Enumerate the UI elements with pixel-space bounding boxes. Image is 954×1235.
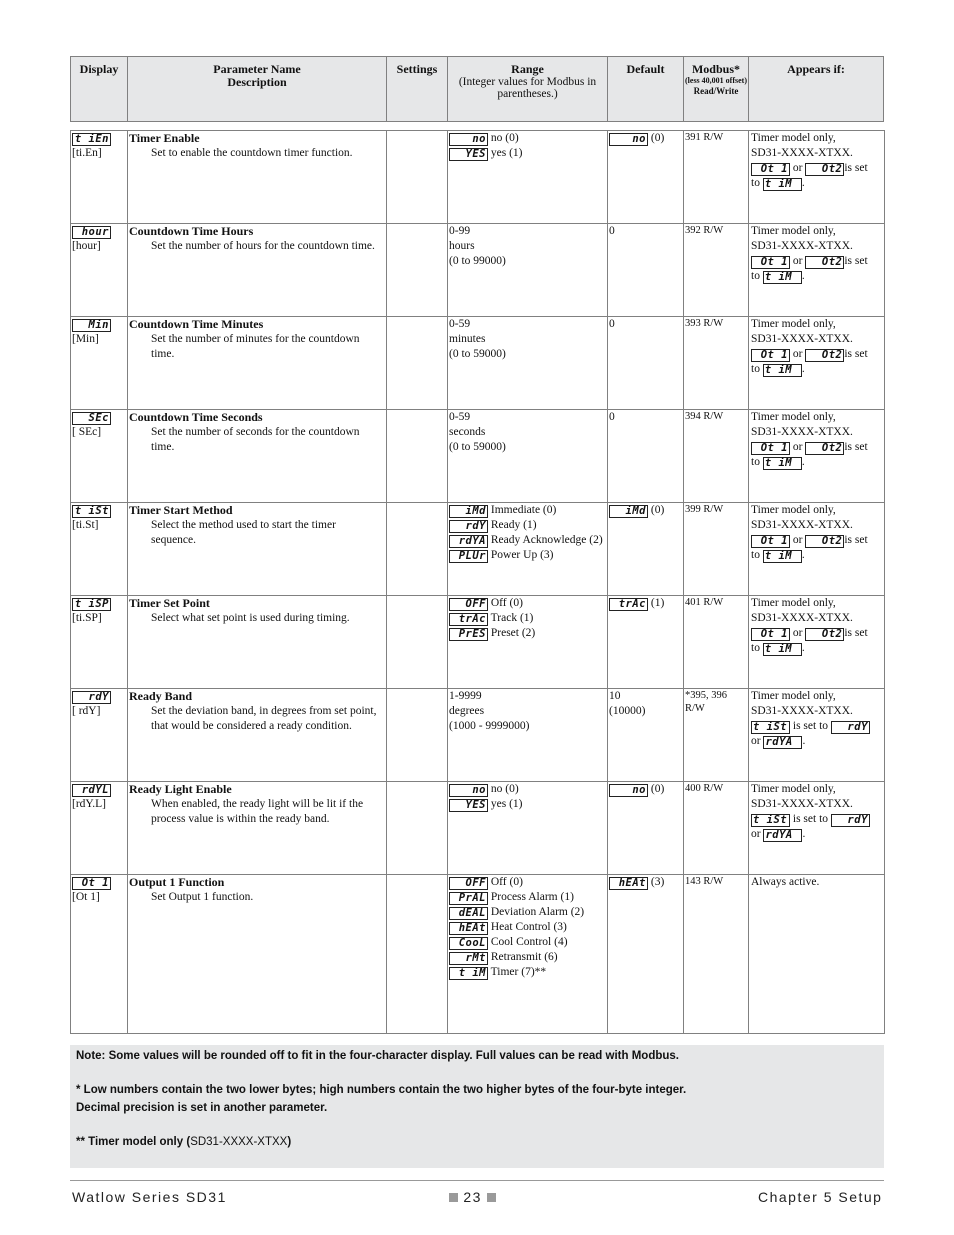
settings-cell [387, 689, 448, 782]
lcd-display-icon: Ot2 [805, 442, 844, 455]
lcd-display-icon: t iM [763, 271, 802, 284]
footer-page: 23 [449, 1189, 496, 1205]
lcd-display-icon: YES [449, 799, 488, 812]
lcd-display-icon: t iEn [72, 133, 111, 146]
settings-cell [387, 782, 448, 875]
lcd-display-icon: rdY [449, 520, 488, 533]
lcd-display-icon: hour [72, 226, 111, 239]
display-code: [rdY.L] [72, 798, 106, 810]
range-option: rdYA Ready Acknowledge (2) [449, 533, 606, 548]
lcd-display-icon: trAc [609, 598, 648, 611]
lcd-display-icon: OFF [449, 598, 488, 611]
default-cell: 0 [608, 224, 684, 317]
lcd-display-icon: t iM [763, 364, 802, 377]
parameter-description: Select the method used to start the timer sequence. [151, 519, 336, 546]
table-row [71, 410, 885, 503]
appears-if-cell: Timer model only, SD31-XXXX-XTXX. Ot 1 or Ot2 is set to t iM . [749, 410, 885, 503]
note-rounding: Note: Some values will be rounded off to fit in the four-character display. Full values can be read with Modbus. [76, 1050, 679, 1062]
lcd-display-icon: Ot 1 [751, 535, 790, 548]
parameter-cell [128, 596, 387, 689]
range-line: (0 to 59000) [449, 441, 506, 453]
lcd-display-icon: t iM [763, 550, 802, 563]
default-cell: no (0) [608, 131, 684, 224]
settings-cell [387, 875, 448, 1034]
footer-chapter: Chapter 5 Setup [758, 1189, 883, 1205]
settings-cell [387, 317, 448, 410]
table-row [71, 596, 885, 689]
table-row [71, 782, 885, 875]
range-line: seconds [449, 426, 486, 438]
lcd-display-icon: PrES [449, 628, 488, 641]
display-cell [71, 875, 128, 1034]
appears-if-cell: Timer model only, SD31-XXXX-XTXX. t iSt is set to rdY or rdYA . [749, 782, 885, 875]
display-cell [71, 596, 128, 689]
parameter-name: Ready Light Enable [129, 782, 232, 796]
parameter-description: Set Output 1 function. [151, 891, 254, 903]
range-cell [448, 503, 608, 596]
default-cell: 10 (10000) [608, 689, 684, 782]
lcd-display-icon: YES [449, 148, 488, 161]
lcd-display-icon: hEAt [449, 922, 488, 935]
display-code: [ti.En] [72, 147, 102, 159]
range-option: OFF Off (0) [449, 875, 606, 890]
display-cell [71, 317, 128, 410]
default-cell: no (0) [608, 782, 684, 875]
square-icon [449, 1193, 458, 1202]
lcd-display-icon: CooL [449, 937, 488, 950]
range-line: 0-59 [449, 318, 471, 330]
parameter-description: Set the number of hours for the countdown time. [151, 240, 375, 252]
appears-if-cell: Timer model only, SD31-XXXX-XTXX. Ot 1 or Ot2 is set to t iM . [749, 596, 885, 689]
range-cell [448, 689, 608, 782]
notes-box [70, 1045, 884, 1168]
note-bytes: * Low numbers contain the two lower bytes; high numbers contain the two higher bytes of the four-byte integer. [76, 1084, 687, 1096]
settings-cell [387, 224, 448, 317]
default-cell: trAc (1) [608, 596, 684, 689]
note-precision: Decimal precision is set in another parameter. [76, 1102, 328, 1114]
lcd-display-icon: t iM [449, 967, 488, 980]
parameter-description: Set the number of minutes for the countdown time. [151, 333, 360, 360]
display-cell [71, 782, 128, 875]
range-cell [448, 410, 608, 503]
lcd-display-icon: rdY [831, 814, 870, 827]
modbus-cell: 393 R/W [684, 317, 749, 410]
table-row [71, 317, 885, 410]
table-row [71, 503, 885, 596]
header-parameter: Parameter Name Description [128, 57, 387, 121]
lcd-display-icon: Ot2 [805, 163, 844, 176]
lcd-display-icon: Ot2 [805, 349, 844, 362]
modbus-cell: 399 R/W [684, 503, 749, 596]
table-row [71, 131, 885, 224]
settings-cell [387, 596, 448, 689]
parameter-name: Timer Enable [129, 131, 200, 145]
lcd-display-icon: t iSP [72, 598, 111, 611]
modbus-cell: *395, 396 R/W [684, 689, 749, 782]
parameter-table [70, 130, 885, 1034]
footer-product: Watlow Series SD31 [72, 1189, 227, 1205]
lcd-display-icon: PLUr [449, 550, 488, 563]
appears-if-cell: Timer model only, SD31-XXXX-XTXX. Ot 1 or Ot2 is set to t iM . [749, 224, 885, 317]
header-settings: Settings [387, 57, 448, 121]
default-cell: 0 [608, 410, 684, 503]
parameter-description: Set to enable the countdown timer function. [151, 147, 353, 159]
appears-if-cell: Timer model only, SD31-XXXX-XTXX. Ot 1 or Ot2 is set to t iM . [749, 131, 885, 224]
parameter-name: Timer Set Point [129, 596, 210, 610]
header-default: Default [608, 57, 684, 121]
range-line: 1-9999 [449, 690, 482, 702]
parameter-name: Timer Start Method [129, 503, 233, 517]
modbus-cell: 391 R/W [684, 131, 749, 224]
lcd-display-icon: Ot 1 [751, 442, 790, 455]
range-option: rMt Retransmit (6) [449, 950, 606, 965]
range-line: (0 to 99000) [449, 255, 506, 267]
range-option: YES yes (1) [449, 146, 606, 161]
square-icon [487, 1193, 496, 1202]
display-code: [hour] [72, 240, 101, 252]
settings-cell [387, 410, 448, 503]
lcd-display-icon: t iM [763, 643, 802, 656]
lcd-display-icon: t iM [763, 457, 802, 470]
parameter-description: Set the deviation band, in degrees from set point, that would be considered a ready condition. [151, 705, 377, 732]
range-option: PrAL Process Alarm (1) [449, 890, 606, 905]
lcd-display-icon: no [609, 133, 648, 146]
range-line: hours [449, 240, 475, 252]
parameter-description: Select what set point is used during timing. [151, 612, 350, 624]
range-option: t iM Timer (7)** [449, 965, 606, 980]
lcd-display-icon: Ot2 [805, 256, 844, 269]
parameter-cell [128, 317, 387, 410]
header-range: Range (Integer values for Modbus in parentheses.) [448, 57, 608, 121]
lcd-display-icon: Min [72, 319, 111, 332]
range-option: CooL Cool Control (4) [449, 935, 606, 950]
range-cell [448, 596, 608, 689]
range-option: no no (0) [449, 782, 606, 797]
lcd-display-icon: OFF [449, 877, 488, 890]
range-option: trAc Track (1) [449, 611, 606, 626]
modbus-cell: 392 R/W [684, 224, 749, 317]
display-cell [71, 689, 128, 782]
lcd-display-icon: dEAL [449, 907, 488, 920]
lcd-display-icon: t iSt [751, 814, 790, 827]
range-option: rdY Ready (1) [449, 518, 606, 533]
lcd-display-icon: rdYL [72, 784, 111, 797]
range-option: dEAL Deviation Alarm (2) [449, 905, 606, 920]
settings-cell [387, 131, 448, 224]
lcd-display-icon: trAc [449, 613, 488, 626]
lcd-display-icon: no [449, 784, 488, 797]
parameter-name: Countdown Time Hours [129, 224, 254, 238]
lcd-display-icon: hEAt [609, 877, 648, 890]
default-cell: iMd (0) [608, 503, 684, 596]
parameter-cell [128, 782, 387, 875]
lcd-display-icon: rdYA [449, 535, 488, 548]
appears-if-cell: Timer model only, SD31-XXXX-XTXX. t iSt is set to rdY or rdYA . [749, 689, 885, 782]
parameter-cell [128, 131, 387, 224]
display-cell [71, 503, 128, 596]
range-option: iMd Immediate (0) [449, 503, 606, 518]
parameter-name: Countdown Time Minutes [129, 317, 264, 331]
parameter-name: Output 1 Function [129, 875, 225, 889]
range-cell [448, 131, 608, 224]
range-cell [448, 224, 608, 317]
header-appears-if: Appears if: [787, 62, 845, 76]
range-option: OFF Off (0) [449, 596, 606, 611]
lcd-display-icon: Ot 1 [72, 877, 111, 890]
display-cell [71, 224, 128, 317]
appears-if-cell: Timer model only, SD31-XXXX-XTXX. Ot 1 or Ot2 is set to t iM . [749, 317, 885, 410]
lcd-display-icon: rdYA [763, 829, 802, 842]
range-line: 0-59 [449, 411, 471, 423]
lcd-display-icon: Ot 1 [751, 349, 790, 362]
modbus-cell: 143 R/W [684, 875, 749, 1034]
lcd-display-icon: SEc [72, 412, 111, 425]
lcd-display-icon: rMt [449, 952, 488, 965]
default-cell: 0 [608, 317, 684, 410]
appears-if-cell: Timer model only, SD31-XXXX-XTXX. Ot 1 or Ot2 is set to t iM . [749, 503, 885, 596]
parameter-name: Ready Band [129, 689, 193, 703]
table-row [71, 224, 885, 317]
appears-if-cell: Always active. [749, 875, 885, 1034]
display-code: [Min] [72, 333, 99, 345]
display-code: [Ot 1] [72, 891, 100, 903]
table-row [71, 689, 885, 782]
range-line: degrees [449, 705, 485, 717]
lcd-display-icon: rdYA [763, 736, 802, 749]
range-cell [448, 782, 608, 875]
lcd-display-icon: PrAL [449, 892, 488, 905]
parameter-cell [128, 410, 387, 503]
lcd-display-icon: no [609, 784, 648, 797]
lcd-display-icon: iMd [449, 505, 488, 518]
display-code: [ti.St] [72, 519, 99, 531]
parameter-description: Set the number of seconds for the countdown time. [151, 426, 360, 453]
parameter-name: Countdown Time Seconds [129, 410, 263, 424]
range-line: (1000 - 9999000) [449, 720, 530, 732]
display-code: [ti.SP] [72, 612, 102, 624]
lcd-display-icon: t iM [763, 178, 802, 191]
default-cell: hEAt (3) [608, 875, 684, 1034]
lcd-display-icon: no [449, 133, 488, 146]
range-option: PrES Preset (2) [449, 626, 606, 641]
parameter-cell [128, 689, 387, 782]
lcd-display-icon: Ot 1 [751, 256, 790, 269]
parameter-description: When enabled, the ready light will be lit if the process value is within the ready band. [151, 798, 364, 825]
range-option: YES yes (1) [449, 797, 606, 812]
display-code: [ rdY] [72, 705, 101, 717]
range-option: PLUr Power Up (3) [449, 548, 606, 563]
modbus-cell: 400 R/W [684, 782, 749, 875]
lcd-display-icon: t iSt [72, 505, 111, 518]
range-cell [448, 317, 608, 410]
display-cell [71, 131, 128, 224]
range-cell [448, 875, 608, 1034]
range-option: hEAt Heat Control (3) [449, 920, 606, 935]
lcd-display-icon: iMd [609, 505, 648, 518]
header-display: Display [71, 57, 128, 121]
parameter-cell [128, 224, 387, 317]
lcd-display-icon: t iSt [751, 721, 790, 734]
lcd-display-icon: rdY [831, 721, 870, 734]
display-cell [71, 410, 128, 503]
table-header [70, 56, 884, 122]
parameter-cell [128, 875, 387, 1034]
table-row [71, 875, 885, 1034]
range-line: minutes [449, 333, 486, 345]
range-line: 0-99 [449, 225, 471, 237]
header-modbus: Modbus* (less 40,001 offset) Read/Write [684, 57, 749, 121]
display-code: [ SEc] [72, 426, 102, 438]
range-line: (0 to 59000) [449, 348, 506, 360]
note-timer-model: ** Timer model only (SD31-XXXX-XTXX) [76, 1136, 292, 1148]
footer-rule [70, 1180, 884, 1181]
parameter-cell [128, 503, 387, 596]
modbus-cell: 394 R/W [684, 410, 749, 503]
lcd-display-icon: rdY [72, 691, 111, 704]
lcd-display-icon: Ot2 [805, 535, 844, 548]
settings-cell [387, 503, 448, 596]
modbus-cell: 401 R/W [684, 596, 749, 689]
range-option: no no (0) [449, 131, 606, 146]
lcd-display-icon: Ot 1 [751, 163, 790, 176]
lcd-display-icon: Ot 1 [751, 628, 790, 641]
lcd-display-icon: Ot2 [805, 628, 844, 641]
